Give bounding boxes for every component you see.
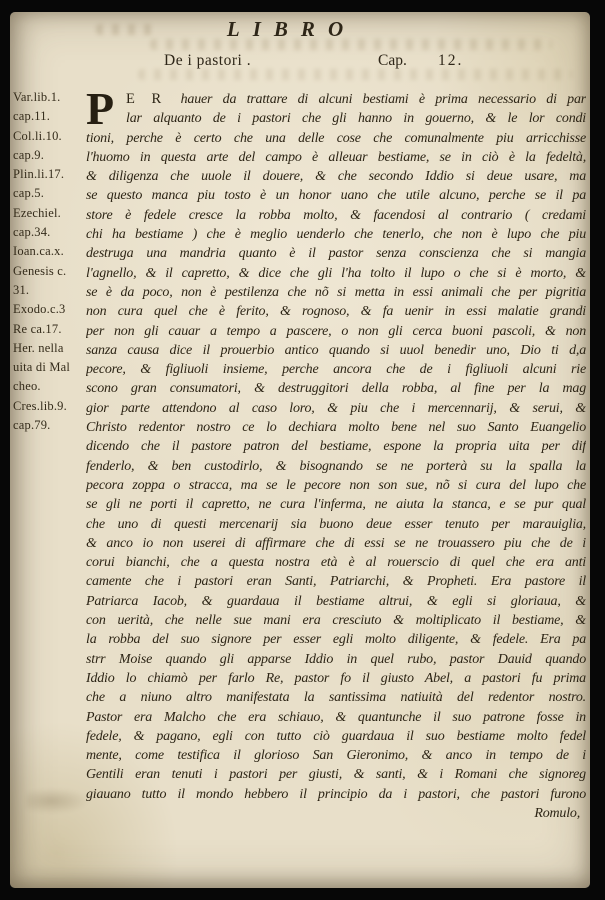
body-line: se è da poco, non è pestilenza che nõ si metta in essi animali che per pigritia: [86, 284, 586, 300]
body-line: l'huomo in questa arte del campo è alleuar bestiame, se in ciò è la fedeltà,: [86, 149, 586, 165]
body-line: la robba del suo signore per esser egli molto diligente, & fedele. Era pa: [86, 632, 586, 648]
body-line: & anco io non userei di affirmare che di essi se ne trouassero piu che de i: [86, 535, 586, 551]
body-line: se questo manca piu tosto è un honor uano che utile alcuno, perche se il pa: [86, 188, 586, 204]
margin-note: Ioan.ca.x.: [13, 244, 64, 259]
body-line: Christo redentor nostro ce lo dechiara molto bene nel suo Santo Euangelio: [86, 420, 586, 436]
body-line: con uerità, che nelle sue mani era cresciuto & moltiplicato il bestiame, &: [86, 613, 586, 629]
body-line: mente, come testifica il glorioso San Gieronimo, & anco in tempo de i: [86, 748, 586, 764]
body-line: non cura quel che è ferito, & rognoso, & fa uenir in essi malatie grandi: [86, 304, 586, 320]
margin-note: Col.li.10.: [13, 128, 62, 143]
chapter-number: 12.: [438, 52, 464, 69]
margin-note: Re ca.17.: [13, 321, 62, 336]
body-line: pecore, & figliuoli insieme, perche ancora che de i figliuoli alcuni rie: [86, 362, 586, 378]
body-line: chi ha bestiame ) che è meglio uenderlo che tenerlo, che non è lupo che piu: [86, 227, 586, 243]
margin-note: Her. nella: [13, 340, 64, 355]
margin-citations: [13, 88, 89, 435]
body-line: se gli ne porti il capretto, ne cura l'inferma, ne aiuta la stanca, e se pur qual: [86, 497, 586, 513]
margin-note: cap.34.: [13, 225, 51, 240]
margin-note: cap.5.: [13, 186, 45, 201]
body-line: store è fedele cresce la robba molto, & facendosi al contrario ( credami: [86, 207, 586, 223]
body-line: fedele, & pagano, egli con tutto ciò guardaua il suo bestiame molto fedel: [86, 728, 586, 744]
body-line: per non gli cauar a tempo a pascere, o non gli cerca buoni pascoli, & non: [86, 323, 586, 339]
body-line: strr Moise quando gli apparse Iddio in quel rubo, pastor Dauid quando: [86, 651, 586, 667]
body-line: camente che i pastori eran Santi, Patriarchi, & Propheti. Era pastore il: [86, 574, 586, 590]
body-line: sanza causa dice il prouerbio antico quando si uuol benedir uno, Dio ti d,a: [86, 342, 586, 358]
section-heading-row: [10, 52, 590, 72]
body-line: che a niuno altro manifestata la santissima natiuità del redentor nostro.: [86, 690, 586, 706]
section-title: De i pastori .: [164, 52, 252, 69]
ink-smudge: [26, 788, 90, 814]
book-page: [10, 12, 590, 888]
body-line: pecora zoppa o stracca, ma se le pecore non son sue, nõ si cura del lupo che: [86, 477, 586, 493]
body-line-text: hauer da trattare di alcuni bestiami è prima necessario di par: [180, 92, 586, 107]
body-line: Pastor era Malcho che era schiauo, & quantunche il suo patrone fosse in: [86, 709, 586, 725]
body-line: che uno di questi mercenarij sia buono deue esser tenuto per marauiglia,: [86, 516, 586, 532]
catchword: Romulo,: [534, 805, 580, 821]
margin-note: cheo.: [13, 379, 41, 394]
body-line: tioni, perche è certo che una delle cose che comunalmente piu arricchisse: [86, 130, 586, 146]
margin-note: Ezechiel.: [13, 205, 61, 220]
body-line: Gentili eran tenuti i pastori per giusti, & santi, & i Romani che signoreg: [86, 767, 586, 783]
body-line: destruga una mandria quanto è il pastor senza conscienza che si mangia: [86, 246, 586, 262]
body-line: Iddio lo chiamò per farlo Re, pastor fo il giusto Abel, a pastori fu prima: [86, 670, 586, 686]
lead-caps: E R: [126, 91, 165, 107]
margin-note: uita di Mal: [13, 360, 71, 375]
margin-note: 31.: [13, 282, 30, 297]
body-text: [86, 83, 586, 823]
body-line: & diligenza che uuole il douere, & che secondo Iddio si deue usare, ma: [86, 169, 586, 185]
margin-note: cap.9.: [13, 147, 45, 162]
body-line: Patriarca Iacob, & guardaua il bestiame altrui, & egli si gloriaua, &: [86, 593, 586, 609]
body-line: lar alquanto de i pastori che gli hanno in gouerno, & le lor condi: [126, 111, 586, 127]
body-line: dicendo che il pastore patron del bestiame, espone la propria uita per dif: [86, 439, 586, 455]
margin-note: Var.lib.1.: [13, 90, 61, 104]
margin-note: cap.11.: [13, 109, 51, 124]
drop-cap: P: [86, 83, 114, 134]
chapter-label: Cap.: [378, 52, 407, 69]
body-line: gior parte attendono al caso loro, & piu che i mercennarij, & serui, &: [86, 400, 586, 416]
margin-note: cap.79.: [13, 418, 51, 433]
body-line: giauano tutto il mondo hebbero il principio da i pastori, che pastori furono: [86, 786, 586, 802]
body-line: corui bianchi, che a questa nostra età è al rouerscio di quel che era anti: [86, 555, 586, 571]
margin-note: Exodo.c.3: [13, 302, 66, 317]
body-line: scono gran consumatori, & destruggitori della robba, al fine per la mag: [86, 381, 586, 397]
margin-note: Plin.li.17.: [13, 167, 65, 182]
margin-note: Cres.lib.9.: [13, 398, 67, 413]
body-line: [86, 90, 586, 109]
body-line: l'agnello, & il capretto, & dice che gli l'ha tolto il lupo o che si è morto, &: [86, 265, 586, 281]
body-line: fenderlo, & ben custodirlo, & bisognando se ne porterà su la spalla la: [86, 458, 586, 474]
running-header: LIBRO: [226, 17, 357, 41]
margin-note: Genesis c.: [13, 263, 67, 278]
